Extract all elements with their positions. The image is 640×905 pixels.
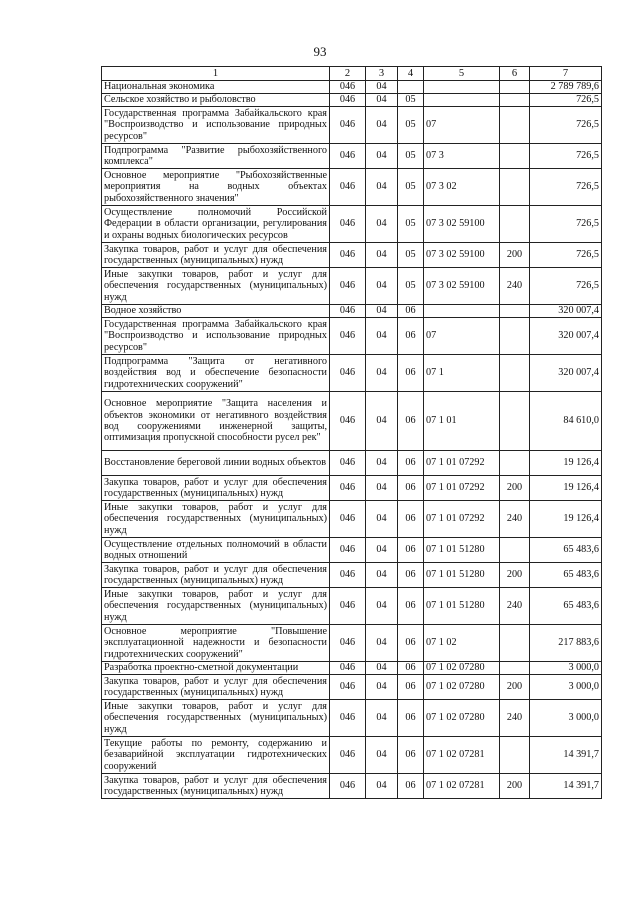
subsection-code: 06 <box>398 737 424 774</box>
expense-type-code: 200 <box>500 243 530 268</box>
table-row <box>102 107 602 144</box>
ministry-code: 046 <box>330 700 366 737</box>
table-row <box>102 625 602 662</box>
table-row <box>102 169 602 206</box>
ministry-code: 046 <box>330 675 366 700</box>
item-name: Иные закупки товаров, работ и услуг для обеспечения государственных (муниципальных) нужд <box>102 588 330 625</box>
section-code: 04 <box>366 169 398 206</box>
ministry-code: 046 <box>330 355 366 392</box>
subsection-code: 06 <box>398 538 424 563</box>
expense-type-code <box>500 538 530 563</box>
expense-type-code: 200 <box>500 774 530 799</box>
table-row <box>102 206 602 243</box>
subsection-code: 05 <box>398 243 424 268</box>
table-row <box>102 501 602 538</box>
table-row <box>102 268 602 305</box>
item-name: Осуществление полномочий Российской Федерации в области организации, регулирования и охраны водных биологических ресурсов <box>102 206 330 243</box>
expense-type-code <box>500 662 530 675</box>
expense-type-code <box>500 451 530 476</box>
section-code: 04 <box>366 675 398 700</box>
target-code: 07 1 01 <box>424 392 500 451</box>
section-code: 04 <box>366 538 398 563</box>
table-row <box>102 737 602 774</box>
item-name: Текущие работы по ремонту, содержанию и безаварийной эксплуатации гидротехнических сооружений <box>102 737 330 774</box>
section-code: 04 <box>366 81 398 94</box>
section-code: 04 <box>366 318 398 355</box>
target-code: 07 1 01 07292 <box>424 451 500 476</box>
section-code: 04 <box>366 268 398 305</box>
amount: 14 391,7 <box>530 737 602 774</box>
ministry-code: 046 <box>330 451 366 476</box>
subsection-code: 06 <box>398 392 424 451</box>
target-code: 07 1 02 07280 <box>424 675 500 700</box>
expense-type-code <box>500 625 530 662</box>
table-row <box>102 675 602 700</box>
ministry-code: 046 <box>330 243 366 268</box>
target-code <box>424 305 500 318</box>
ministry-code: 046 <box>330 625 366 662</box>
ministry-code: 046 <box>330 169 366 206</box>
subsection-code: 05 <box>398 169 424 206</box>
section-code: 04 <box>366 563 398 588</box>
header-cell: 5 <box>424 67 500 81</box>
amount: 320 007,4 <box>530 355 602 392</box>
item-name: Государственная программа Забайкальского края "Воспроизводство и использование природных ресурсов" <box>102 318 330 355</box>
header-row <box>102 67 602 81</box>
expense-type-code <box>500 144 530 169</box>
amount: 726,5 <box>530 94 602 107</box>
table-row <box>102 662 602 675</box>
subsection-code: 06 <box>398 700 424 737</box>
item-name: Закупка товаров, работ и услуг для обеспечения государственных (муниципальных) нужд <box>102 476 330 501</box>
subsection-code: 05 <box>398 144 424 169</box>
target-code: 07 3 02 59100 <box>424 243 500 268</box>
amount: 3 000,0 <box>530 700 602 737</box>
amount: 19 126,4 <box>530 476 602 501</box>
subsection-code: 06 <box>398 305 424 318</box>
amount: 14 391,7 <box>530 774 602 799</box>
target-code: 07 1 02 07280 <box>424 700 500 737</box>
ministry-code: 046 <box>330 94 366 107</box>
expense-type-code: 240 <box>500 501 530 538</box>
ministry-code: 046 <box>330 81 366 94</box>
table-row <box>102 355 602 392</box>
amount: 726,5 <box>530 243 602 268</box>
amount: 65 483,6 <box>530 538 602 563</box>
expense-type-code <box>500 169 530 206</box>
header-cell: 6 <box>500 67 530 81</box>
amount: 726,5 <box>530 107 602 144</box>
amount: 726,5 <box>530 268 602 305</box>
expense-type-code: 240 <box>500 268 530 305</box>
target-code: 07 1 02 07281 <box>424 774 500 799</box>
item-name: Сельское хозяйство и рыболовство <box>102 94 330 107</box>
ministry-code: 046 <box>330 392 366 451</box>
subsection-code: 06 <box>398 588 424 625</box>
ministry-code: 046 <box>330 774 366 799</box>
amount: 320 007,4 <box>530 318 602 355</box>
subsection-code: 06 <box>398 774 424 799</box>
table-row <box>102 392 602 451</box>
item-name: Закупка товаров, работ и услуг для обеспечения государственных (муниципальных) нужд <box>102 774 330 799</box>
section-code: 04 <box>366 107 398 144</box>
section-code: 04 <box>366 392 398 451</box>
ministry-code: 046 <box>330 476 366 501</box>
target-code: 07 3 02 59100 <box>424 268 500 305</box>
ministry-code: 046 <box>330 588 366 625</box>
ministry-code: 046 <box>330 662 366 675</box>
header-cell: 7 <box>530 67 602 81</box>
table-row <box>102 318 602 355</box>
target-code: 07 <box>424 318 500 355</box>
section-code: 04 <box>366 243 398 268</box>
table-row <box>102 305 602 318</box>
amount: 320 007,4 <box>530 305 602 318</box>
target-code: 07 1 01 07292 <box>424 476 500 501</box>
expense-type-code: 240 <box>500 588 530 625</box>
amount: 19 126,4 <box>530 501 602 538</box>
ministry-code: 046 <box>330 144 366 169</box>
ministry-code: 046 <box>330 318 366 355</box>
amount: 217 883,6 <box>530 625 602 662</box>
target-code: 07 1 02 07280 <box>424 662 500 675</box>
expense-type-code: 200 <box>500 476 530 501</box>
target-code: 07 1 <box>424 355 500 392</box>
item-name: Закупка товаров, работ и услуг для обеспечения государственных (муниципальных) нужд <box>102 675 330 700</box>
table-row <box>102 81 602 94</box>
expense-type-code <box>500 107 530 144</box>
subsection-code: 06 <box>398 501 424 538</box>
amount: 65 483,6 <box>530 563 602 588</box>
item-name: Восстановление береговой линии водных объектов <box>102 451 330 476</box>
target-code: 07 1 02 <box>424 625 500 662</box>
expense-type-code <box>500 355 530 392</box>
amount: 65 483,6 <box>530 588 602 625</box>
item-name: Осуществление отдельных полномочий в области водных отношений <box>102 538 330 563</box>
expense-type-code <box>500 305 530 318</box>
item-name: Государственная программа Забайкальского края "Воспроизводство и использование природных ресурсов" <box>102 107 330 144</box>
subsection-code: 06 <box>398 662 424 675</box>
amount: 2 789 789,6 <box>530 81 602 94</box>
section-code: 04 <box>366 355 398 392</box>
section-code: 04 <box>366 625 398 662</box>
subsection-code: 06 <box>398 451 424 476</box>
amount: 726,5 <box>530 169 602 206</box>
section-code: 04 <box>366 774 398 799</box>
ministry-code: 046 <box>330 737 366 774</box>
page-number: 93 <box>313 44 327 59</box>
amount: 726,5 <box>530 206 602 243</box>
target-code <box>424 94 500 107</box>
expense-type-code <box>500 318 530 355</box>
target-code <box>424 81 500 94</box>
ministry-code: 046 <box>330 268 366 305</box>
ministry-code: 046 <box>330 107 366 144</box>
item-name: Иные закупки товаров, работ и услуг для обеспечения государственных (муниципальных) нужд <box>102 268 330 305</box>
target-code: 07 <box>424 107 500 144</box>
table-row <box>102 700 602 737</box>
table-row <box>102 144 602 169</box>
item-name: Подпрограмма "Развитие рыбохозяйственного комплекса" <box>102 144 330 169</box>
expense-type-code <box>500 206 530 243</box>
subsection-code: 06 <box>398 675 424 700</box>
item-name: Подпрограмма "Защита от негативного воздействия вод и обеспечение безопасности гидротехнических сооружений" <box>102 355 330 392</box>
subsection-code: 06 <box>398 625 424 662</box>
target-code: 07 3 02 59100 <box>424 206 500 243</box>
item-name: Иные закупки товаров, работ и услуг для обеспечения государственных (муниципальных) нужд <box>102 501 330 538</box>
subsection-code: 06 <box>398 355 424 392</box>
target-code: 07 3 <box>424 144 500 169</box>
ministry-code: 046 <box>330 501 366 538</box>
expense-type-code: 200 <box>500 675 530 700</box>
item-name: Закупка товаров, работ и услуг для обеспечения государственных (муниципальных) нужд <box>102 243 330 268</box>
expense-type-code: 240 <box>500 700 530 737</box>
table-row <box>102 451 602 476</box>
subsection-code: 05 <box>398 94 424 107</box>
expense-type-code <box>500 737 530 774</box>
amount: 19 126,4 <box>530 451 602 476</box>
header-cell: 3 <box>366 67 398 81</box>
target-code: 07 1 01 51280 <box>424 538 500 563</box>
section-code: 04 <box>366 451 398 476</box>
ministry-code: 046 <box>330 563 366 588</box>
item-name: Разработка проектно-сметной документации <box>102 662 330 675</box>
ministry-code: 046 <box>330 206 366 243</box>
table-row <box>102 243 602 268</box>
table-row <box>102 94 602 107</box>
subsection-code: 06 <box>398 318 424 355</box>
item-name: Основное мероприятие "Защита населения и объектов экономики от негативного воздействия вод сооружениями инженерной защиты, оптимизация пропускной способности русел рек" <box>102 392 330 451</box>
expense-type-code <box>500 94 530 107</box>
table-row <box>102 563 602 588</box>
header-cell: 4 <box>398 67 424 81</box>
subsection-code: 05 <box>398 268 424 305</box>
section-code: 04 <box>366 305 398 318</box>
amount: 3 000,0 <box>530 675 602 700</box>
amount: 3 000,0 <box>530 662 602 675</box>
amount: 84 610,0 <box>530 392 602 451</box>
ministry-code: 046 <box>330 305 366 318</box>
section-code: 04 <box>366 144 398 169</box>
item-name: Закупка товаров, работ и услуг для обеспечения государственных (муниципальных) нужд <box>102 563 330 588</box>
expense-type-code <box>500 81 530 94</box>
item-name: Основное мероприятие "Рыбохозяйственные мероприятия на водных объектах рыбохозяйственного значения" <box>102 169 330 206</box>
target-code: 07 1 02 07281 <box>424 737 500 774</box>
section-code: 04 <box>366 501 398 538</box>
expense-type-code: 200 <box>500 563 530 588</box>
item-name: Основное мероприятие "Повышение эксплуатационной надежности и безопасности гидротехнических сооружений" <box>102 625 330 662</box>
table-row <box>102 774 602 799</box>
section-code: 04 <box>366 737 398 774</box>
header-cell: 1 <box>102 67 330 81</box>
target-code: 07 1 01 51280 <box>424 588 500 625</box>
table-row <box>102 476 602 501</box>
subsection-code: 05 <box>398 107 424 144</box>
table-row <box>102 588 602 625</box>
section-code: 04 <box>366 700 398 737</box>
subsection-code: 06 <box>398 476 424 501</box>
section-code: 04 <box>366 94 398 107</box>
section-code: 04 <box>366 476 398 501</box>
ministry-code: 046 <box>330 538 366 563</box>
subsection-code: 06 <box>398 563 424 588</box>
subsection-code <box>398 81 424 94</box>
section-code: 04 <box>366 206 398 243</box>
target-code: 07 1 01 51280 <box>424 563 500 588</box>
budget-table <box>101 66 602 799</box>
expense-type-code <box>500 392 530 451</box>
table-row <box>102 538 602 563</box>
header-cell: 2 <box>330 67 366 81</box>
item-name: Иные закупки товаров, работ и услуг для обеспечения государственных (муниципальных) нужд <box>102 700 330 737</box>
target-code: 07 1 01 07292 <box>424 501 500 538</box>
item-name: Национальная экономика <box>102 81 330 94</box>
target-code: 07 3 02 <box>424 169 500 206</box>
item-name: Водное хозяйство <box>102 305 330 318</box>
amount: 726,5 <box>530 144 602 169</box>
section-code: 04 <box>366 588 398 625</box>
section-code: 04 <box>366 662 398 675</box>
subsection-code: 05 <box>398 206 424 243</box>
